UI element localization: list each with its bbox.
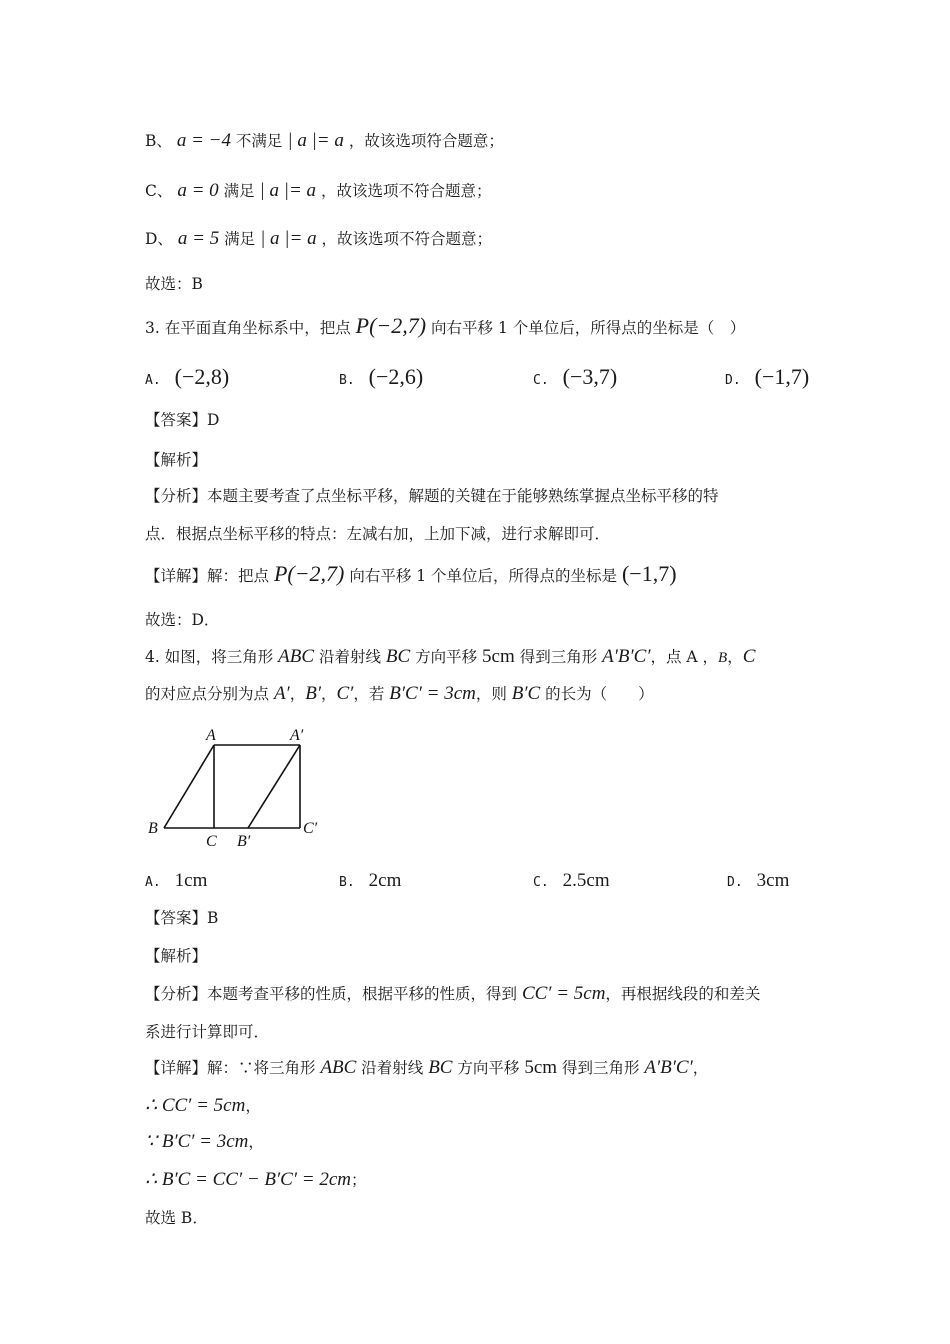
q4-stem-b: B <box>718 650 728 666</box>
q4-stem-abc-prime: A′B′C′ <box>602 646 651 667</box>
q4-detail-text: ， <box>692 1059 709 1077</box>
q4-detail-text: ， <box>245 1097 261 1115</box>
q2-choose: 故选：B <box>145 275 203 293</box>
q3-detail-point: P(−2,7) <box>273 561 345 586</box>
q4-detail-bc: BC <box>428 1057 453 1078</box>
q4-stem-text: 沿着射线 <box>314 648 386 666</box>
q3-analysis-line2: 点．根据点坐标平移的特点：左减右加，上加下减，进行求解即可． <box>145 525 611 543</box>
q2-b-abs: | a |= a <box>287 130 344 151</box>
q2-c-prefix: C、 <box>145 182 173 200</box>
q2-d-suffix: ，故该选项不符合题意； <box>321 230 493 248</box>
q4-detail-text: ， <box>248 1133 264 1151</box>
q3-analysis-title: 【解析】 <box>145 451 208 469</box>
q3-detail-mid: 向右平移 1 个单位后，所得点的坐标是 <box>349 567 622 585</box>
q3-option-d-value: (−1,7) <box>754 364 810 389</box>
q4-stem-c-prime: C′ <box>336 683 354 704</box>
q2-b-suffix: ，故该选项符合题意； <box>348 132 504 150</box>
q4-option-b <box>339 870 401 894</box>
q4-detail-b1c1-eq: ∵ B′C′ = 3cm <box>145 1131 249 1152</box>
figure-label-c-prime: C′ <box>303 820 318 837</box>
q4-analysis-line2: 系进行计算即可． <box>145 1023 270 1041</box>
q4-stem-b-prime-c: B′C <box>511 683 541 704</box>
q4-option-d <box>727 870 789 894</box>
q3-option-d-label: D. <box>725 373 741 388</box>
q4-stem-5cm: 5cm <box>482 646 515 667</box>
q2-c-suffix: ，故该选项不符合题意； <box>320 182 492 200</box>
figure-label-a-prime: A′ <box>290 727 304 744</box>
q4-detail-line4 <box>145 1170 367 1190</box>
q4-option-d-value: 3cm <box>756 870 790 891</box>
figure-label-a: A <box>206 727 216 744</box>
q3-option-b <box>339 366 423 392</box>
q4-option-a-label: A. <box>145 875 161 890</box>
q3-option-c-label: C. <box>533 373 549 388</box>
q2-c-math: a = 0 <box>177 180 219 201</box>
q3-option-a-label: A. <box>145 373 161 388</box>
q4-stem-text: 得到三角形 <box>514 648 603 666</box>
q4-option-c-value: 2.5cm <box>562 870 610 891</box>
q4-option-d-label: D. <box>727 875 743 890</box>
figure-segment-a1b1 <box>248 745 300 828</box>
q4-detail-text: ； <box>351 1171 367 1189</box>
q4-stem-abc: ABC <box>278 646 315 667</box>
q3-option-c <box>533 366 617 392</box>
q2-d-mid: 满足 <box>224 230 261 248</box>
q2-d-abs: | a |= a <box>260 228 317 249</box>
q3-detail <box>145 561 677 586</box>
q2-option-c-line <box>145 181 492 201</box>
q3-analysis-line1: 【分析】本题主要考查了点坐标平移，解题的关键在于能够熟练掌握点坐标平移的特 <box>145 487 719 505</box>
q2-b-prefix: B、 <box>145 132 172 150</box>
q4-option-a <box>145 870 207 894</box>
q3-stem-point: P(−2,7) <box>355 313 427 338</box>
q3-option-a-value: (−2,8) <box>174 364 230 389</box>
q4-stem-text: 方向平移 <box>410 648 483 666</box>
q4-option-b-value: 2cm <box>368 870 402 891</box>
q3-option-c-value: (−3,7) <box>562 364 618 389</box>
q4-stem-text: ，若 <box>353 685 390 703</box>
q3-stem <box>145 313 746 338</box>
q3-option-a <box>145 366 229 392</box>
q4-detail-line3 <box>145 1132 264 1152</box>
q4-analysis-cc: CC′ = 5cm <box>521 983 606 1004</box>
q4-option-c <box>533 870 610 894</box>
q2-option-b-line <box>145 131 504 151</box>
q2-b-mid: 不满足 <box>235 132 288 150</box>
q4-detail-abc-prime: A′B′C′ <box>644 1057 693 1078</box>
q3-option-b-label: B. <box>339 373 355 388</box>
q4-detail-cc-eq: ∴ CC′ = 5cm <box>145 1095 246 1116</box>
q3-stem-post: 向右平移 1 个单位后，所得点的坐标是（ ） <box>431 319 746 337</box>
q2-b-math: a = −4 <box>176 130 231 151</box>
q4-detail-text: 沿着射线 <box>356 1059 429 1077</box>
q4-choose: 故选 B． <box>145 1209 208 1227</box>
q4-stem-text: 4. 如图，将三角形 <box>145 648 279 666</box>
q2-option-d-line <box>145 229 492 249</box>
q4-stem-text: ， <box>727 648 743 666</box>
q4-detail-text: 【详解】解：∵将三角形 <box>145 1059 321 1077</box>
q4-detail-line2 <box>145 1096 261 1116</box>
q4-stem-line1 <box>145 647 755 668</box>
q4-stem-a-prime: A′ <box>273 683 290 704</box>
q4-answer: 【答案】B <box>145 909 219 927</box>
figure-label-c: C <box>206 833 217 850</box>
q4-stem-bc: BC <box>385 646 411 667</box>
q4-detail-line1 <box>145 1058 708 1078</box>
q4-detail-5cm: 5cm <box>524 1057 558 1078</box>
q2-d-prefix: D、 <box>145 230 173 248</box>
q4-option-b-label: B. <box>339 875 355 890</box>
q3-option-b-value: (−2,6) <box>368 364 424 389</box>
q3-option-d <box>725 366 809 392</box>
q4-stem-line2 <box>145 684 654 704</box>
q4-stem-text: ， <box>320 685 337 703</box>
q4-stem-text: ， <box>289 685 306 703</box>
q4-analysis-text: ，再根据线段的和差关 <box>605 985 761 1003</box>
q4-stem-text: ，点 A ， <box>650 648 719 666</box>
figure-label-b-prime: B′ <box>237 833 251 850</box>
q4-detail-abc: ABC <box>320 1057 357 1078</box>
q4-option-c-label: C. <box>533 875 549 890</box>
q2-c-mid: 满足 <box>223 182 260 200</box>
q4-detail-text: 方向平移 <box>452 1059 525 1077</box>
q4-stem-c: C <box>742 646 756 667</box>
q3-choose: 故选：D． <box>145 611 220 629</box>
q4-detail-result: ∴ B′C = CC′ − B′C′ = 2cm <box>145 1169 351 1190</box>
q4-stem-text: ，则 <box>475 685 512 703</box>
q4-stem-b-prime: B′ <box>305 683 321 704</box>
q4-analysis-title: 【解析】 <box>145 947 208 965</box>
q4-analysis-text: 【分析】本题考查平移的性质，根据平移的性质，得到 <box>145 985 522 1003</box>
q4-stem-text: 的长为（ ） <box>540 685 654 703</box>
q3-stem-pre: 3. 在平面直角坐标系中，把点 <box>145 319 356 337</box>
q4-stem-text: 的对应点分别为点 <box>145 685 274 703</box>
q4-translation-figure <box>140 722 340 862</box>
q4-option-a-value: 1cm <box>174 870 208 891</box>
q4-analysis-line1 <box>145 984 760 1004</box>
q2-c-abs: | a |= a <box>259 180 317 201</box>
q2-d-math: a = 5 <box>177 228 220 249</box>
figure-label-b: B <box>148 820 158 837</box>
figure-segment-ab <box>164 745 214 828</box>
q3-detail-result: (−1,7) <box>621 561 677 586</box>
q4-detail-text: 得到三角形 <box>557 1059 645 1077</box>
q4-stem-condition: B′C′ = 3cm <box>389 683 476 704</box>
q3-detail-pre: 【详解】解：把点 <box>145 567 274 585</box>
q3-answer: 【答案】D <box>145 411 220 429</box>
